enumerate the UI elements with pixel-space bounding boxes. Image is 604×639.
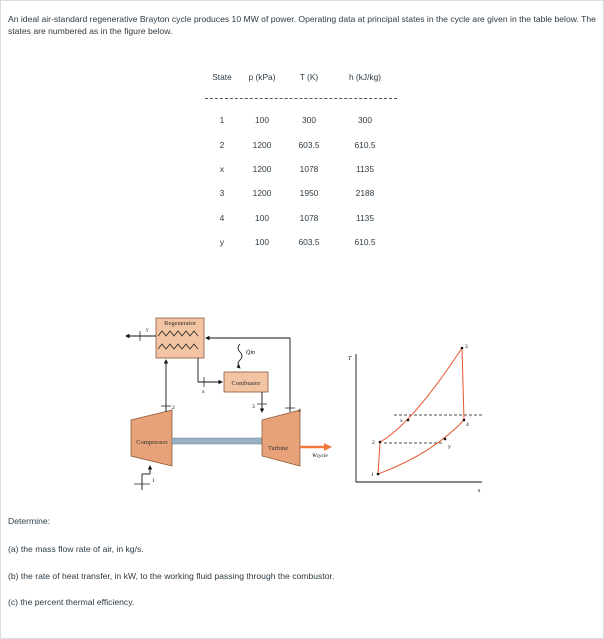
ts-state-y-label: y	[448, 444, 451, 450]
table-row	[205, 230, 397, 254]
ts-y-label: T	[348, 356, 352, 362]
ts-state-3-label: 3	[465, 344, 468, 350]
turbine-label: Turbine	[267, 445, 289, 452]
compressor-label: Compressor	[136, 439, 168, 446]
regenerator-label: Regenerator	[164, 320, 196, 327]
cell-pressure: 100	[255, 115, 269, 126]
table-row	[205, 205, 397, 229]
header-enthalpy: h (kJ/kg)	[348, 72, 382, 82]
ts-x-label: s	[478, 488, 481, 494]
ts-diagram	[348, 344, 482, 494]
combustor-label: Combustor	[231, 380, 261, 387]
state-2-label: 2	[172, 405, 175, 411]
state-table	[205, 70, 397, 254]
table-row	[205, 133, 397, 157]
table-row	[205, 157, 397, 181]
cell-temperature: 300	[302, 115, 316, 126]
ts-curve-3-4	[462, 348, 464, 420]
state-4-label: 4	[298, 408, 301, 414]
cell-enthalpy: 1135	[355, 212, 374, 223]
cell-temperature: 1078	[299, 164, 319, 175]
cell-pressure: 1200	[252, 188, 272, 199]
cell-temperature: 603.5	[298, 139, 320, 150]
cell-enthalpy: 300	[358, 115, 372, 126]
question-a: (a) the mass flow rate of air, in kg/s.	[8, 544, 144, 554]
ts-curve-2-3	[380, 348, 462, 442]
cell-temperature: 1078	[299, 212, 319, 223]
shaft	[172, 438, 262, 444]
cell-pressure: 100	[255, 236, 269, 247]
cell-enthalpy: 610.5	[354, 236, 376, 247]
cell-state: 1	[219, 115, 225, 126]
ts-curve-4-1	[378, 420, 464, 474]
turbine	[262, 410, 300, 466]
combustor	[224, 372, 268, 392]
cell-temperature: 1950	[299, 188, 319, 199]
state-3-label: 3	[252, 404, 255, 410]
cell-state: x	[219, 164, 225, 175]
question-b: (b) the rate of heat transfer, in kW, to the working fluid passing through the combustor.	[8, 571, 335, 581]
cell-state: 3	[219, 188, 225, 199]
cell-enthalpy: 2188	[355, 188, 375, 199]
state-y-label: y	[146, 327, 149, 333]
ts-state-4-label: 4	[466, 422, 469, 428]
table-row	[205, 181, 397, 205]
w-cycle-label: Ẇcycle	[312, 453, 328, 459]
ts-state-2-label: 2	[372, 440, 375, 446]
cell-pressure: 1200	[252, 139, 272, 150]
q-in-label: Q̇in	[246, 350, 255, 356]
table-row	[205, 108, 397, 132]
cell-pressure: 1200	[252, 164, 272, 175]
cell-pressure: 100	[255, 212, 269, 223]
cell-state: y	[219, 236, 225, 247]
cell-temperature: 603.5	[298, 236, 320, 247]
ts-curve-1-2	[378, 442, 380, 474]
table-header-row	[205, 70, 397, 84]
brayton-cycle-figure	[112, 316, 492, 498]
cell-enthalpy: 1135	[355, 164, 374, 175]
table-separator	[205, 84, 397, 108]
determine-heading: Determine:	[8, 516, 51, 526]
cell-state: 4	[219, 212, 225, 223]
question-c: (c) the percent thermal efficiency.	[8, 597, 135, 607]
problem-intro: An ideal air-standard regenerative Brayton cycle produces 10 MW of power. Operating data at principal states in the cycle are given in the table below. The states are numbered as in the figure below.	[8, 14, 596, 36]
ts-state-x-label: x	[400, 418, 403, 424]
header-state: State	[212, 72, 232, 82]
header-pressure: p (kPa)	[248, 72, 276, 82]
state-1-label: 1	[152, 478, 155, 484]
compressor	[131, 410, 172, 466]
regenerator	[156, 318, 204, 358]
ts-state-1-label: 1	[371, 472, 374, 478]
cell-enthalpy: 610.5	[354, 139, 376, 150]
cell-state: 2	[219, 139, 225, 150]
header-temperature: T (K)	[299, 72, 319, 82]
state-x-label: x	[202, 389, 205, 395]
